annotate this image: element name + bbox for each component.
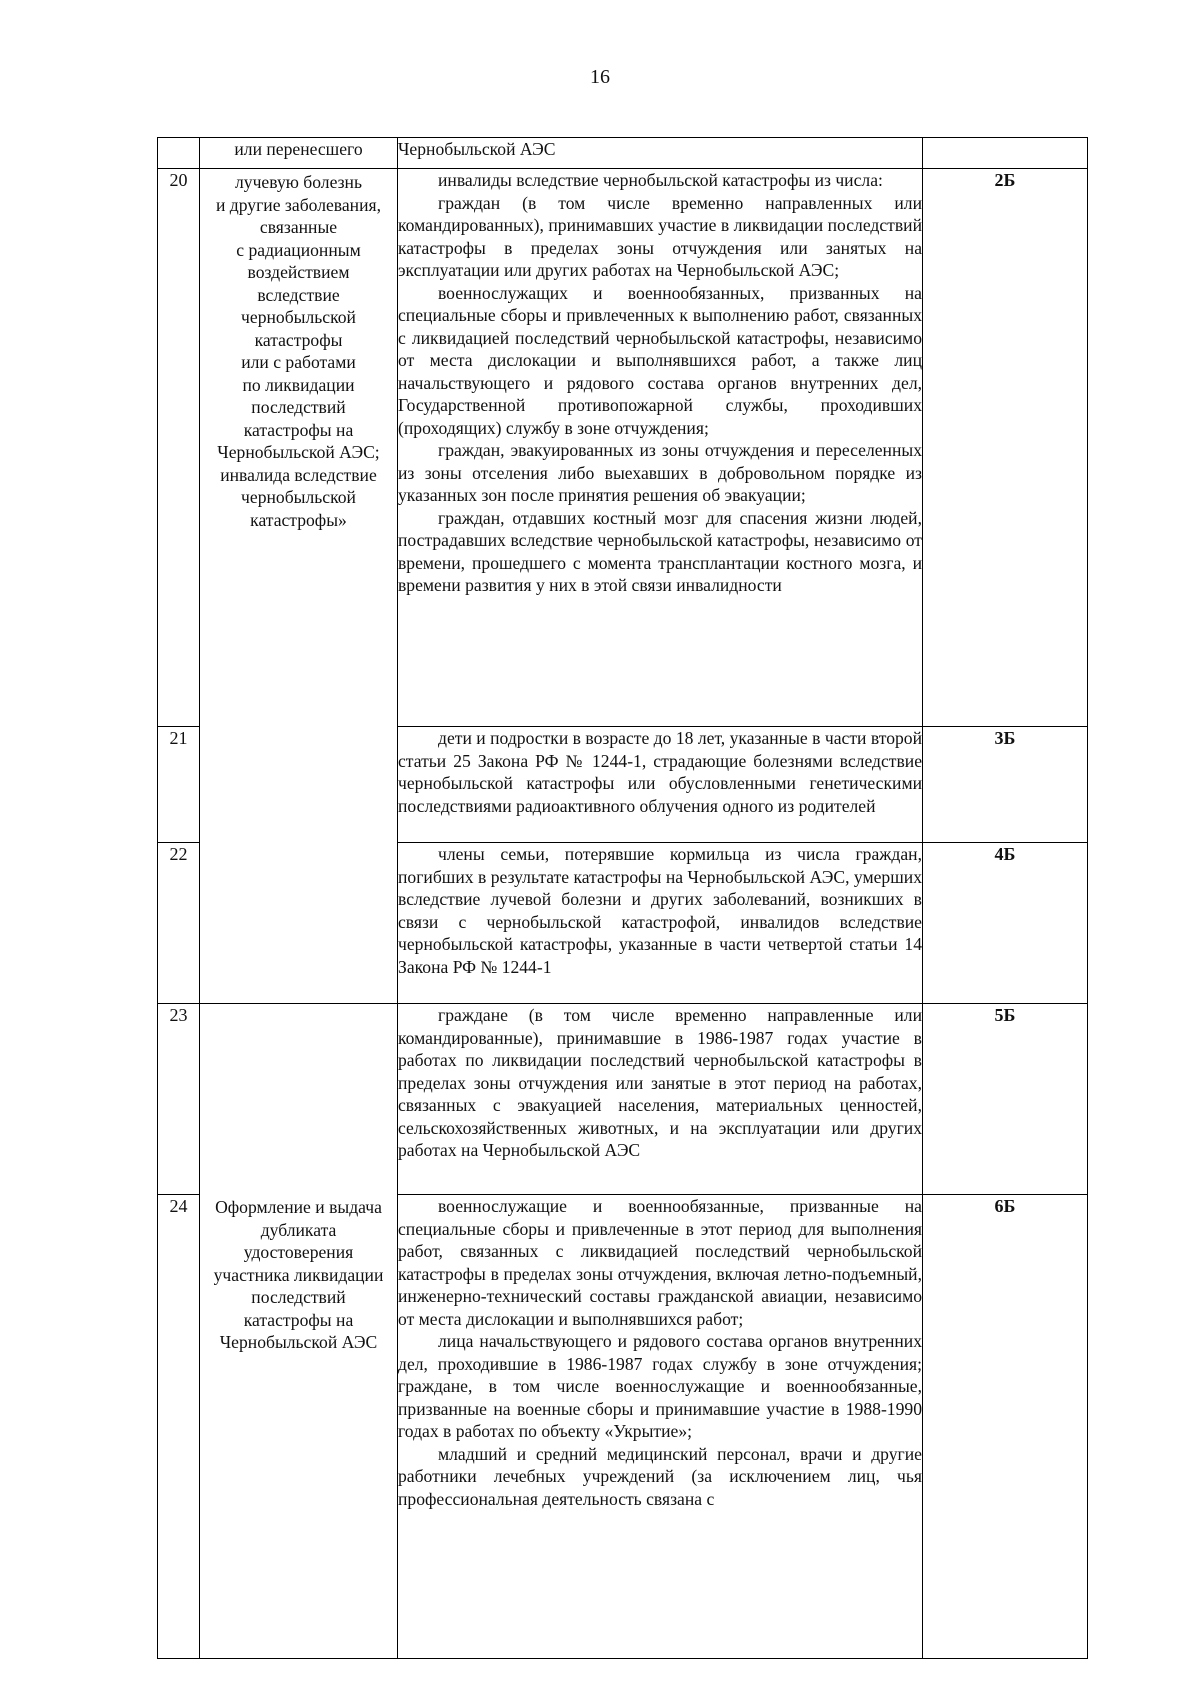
service-line: с радиационным [236,239,361,260]
service-fragment: или перенесшего [234,139,363,159]
service-line: участника ликвидации [213,1264,384,1285]
row-number: 20 [158,169,200,727]
service-line: катастрофы» [250,509,347,530]
description-paragraph: военнослужащих и военнообязанных, призванных на специальные сборы и привлеченных к выполнению работ, связанных с ликвидацией последствий чернобыльской катастрофы, независимо от места дислокации и выполнявшихся работ, а также лиц начальствующего и рядового состава органов внутренних дел, Государственной противопожарной службы, проходивших (проходящих) службу в зоне отчуждения; [398,282,922,438]
row-number: 24 [158,1195,200,1659]
service-line: последствий [251,397,346,417]
service-line: и другие заболевания, [215,194,382,215]
service-name-cell [200,169,398,1004]
service-line: связанные [259,217,338,237]
description-paragraph: граждан (в том числе временно направленных или командированных), принимавших участие в ликвидации последствий катастрофы в пределах зоны отчуждения или занятых на эксплуатации или других работах на Чернобыльской АЭС; [398,192,922,280]
service-line: Чернобыльской АЭС [219,1332,378,1352]
description-cell [398,843,923,1004]
service-line: чернобыльской [241,487,356,507]
row-number: 21 [158,727,200,843]
description-paragraph: младший и средний медицинский персонал, врачи и другие работники лечебных учреждений (за исключением лиц, чья профессиональная деятельность связана с [398,1443,922,1509]
service-line: Чернобыльской АЭС; [217,442,380,462]
table-row [158,169,1088,727]
description-paragraph: граждане (в том числе временно направленные или командированные), принимавшие в 1986-1987 годах участие в работах по ликвидации последствий чернобыльской катастрофы в пределах зоны отчуждения или занятые в этот период на работах, связанных с эвакуацией населения, материальных ценностей, сельскохозяйственных животных, и на эксплуатации или других работах на Чернобыльской АЭС [398,1005,922,1160]
service-line: катастрофы на [243,1309,354,1330]
description-cell [398,138,923,169]
code-cell [923,138,1088,169]
description-paragraph: военнослужащие и военнообязанные, призванные на специальные сборы и привлеченные в этот период для выполнения работ, связанных с ликвидацией последствий чернобыльской катастрофы в пределах зоны отчуждения, включая летно-подъемный, инженерно-технический составы гражданской авиации, независимо от места дислокации и выполнявшихся работ; [398,1196,922,1329]
row-number: 22 [158,843,200,1004]
code-cell: 6Б [923,1195,1088,1659]
code-cell: 2Б [923,169,1088,727]
service-line: или с работами [241,352,356,372]
service-line: последствий [251,1287,346,1307]
service-line: удостоверения [243,1242,354,1262]
description-paragraph: дети и подростки в возрасте до 18 лет, указанные в части второй статьи 25 Закона РФ № 1244-1, страдающие болезнями вследствие чернобыльской катастрофы или обусловленными генетическими последствиями радиоактивного облучения одного из родителей [398,728,922,816]
row-number: 23 [158,1004,200,1195]
service-line: чернобыльской [241,307,356,327]
description-cell [398,169,923,727]
service-line: дубликата [260,1219,337,1240]
code-cell: 4Б [923,843,1088,1004]
service-line: воздействием [247,262,350,282]
service-line: Оформление и выдача [215,1197,382,1217]
description-paragraph: лица начальствующего и рядового состава органов внутренних дел, проходившие в 1986-1987 годах службу в зоне отчуждения; граждане, в том числе военнослужащие и военнообязанные, призванные на военные сборы и принимавшие участие в 1988-1990 годах в работах по объекту «Укрытие»; [398,1331,922,1441]
service-line: инвалида вследствие [220,464,377,485]
service-name-cell [200,1004,398,1659]
row-number-cell [158,138,200,169]
service-line: катастрофы на [243,419,354,440]
service-line: лучевую болезнь [235,172,362,192]
page-number: 16 [590,66,610,88]
description-cell [398,1195,923,1659]
table-row [158,1004,1088,1195]
description-paragraph: члены семьи, потерявшие кормильца из числа граждан, погибших в результате катастрофы на Чернобыльской АЭС, умерших вследствие лучевой болезни и других заболеваний, возникших в связи с чернобыльской катастрофой, инвалидов вследствие чернобыльской катастрофы, указанные в части четвертой статьи 14 Закона РФ № 1244-1 [398,844,922,977]
service-line: катастрофы [254,329,343,350]
benefits-table [157,137,1088,1659]
description-paragraph: инвалиды вследствие чернобыльской катастрофы из числа: [438,170,883,190]
description-paragraph: граждан, эвакуированных из зоны отчуждения и переселенных из зоны отселения либо выехавших в добровольном порядке из указанных зон после принятия решения об эвакуации; [398,440,922,505]
service-line: по ликвидации [242,374,355,395]
description-paragraph: граждан, отдавших костный мозг для спасения жизни людей, пострадавших вследствие чернобыльской катастрофы, независимо от времени, прошедшего с момента трансплантации костного мозга, и времени развития у них в этой связи инвалидности [398,507,922,595]
table-row [158,138,1088,169]
description-cell [398,1004,923,1195]
code-cell: 3Б [923,727,1088,843]
service-name-cell [200,138,398,169]
description-cell [398,727,923,843]
description-fragment: Чернобыльской АЭС [398,139,556,159]
service-line: вследствие [257,284,340,305]
code-cell: 5Б [923,1004,1088,1195]
